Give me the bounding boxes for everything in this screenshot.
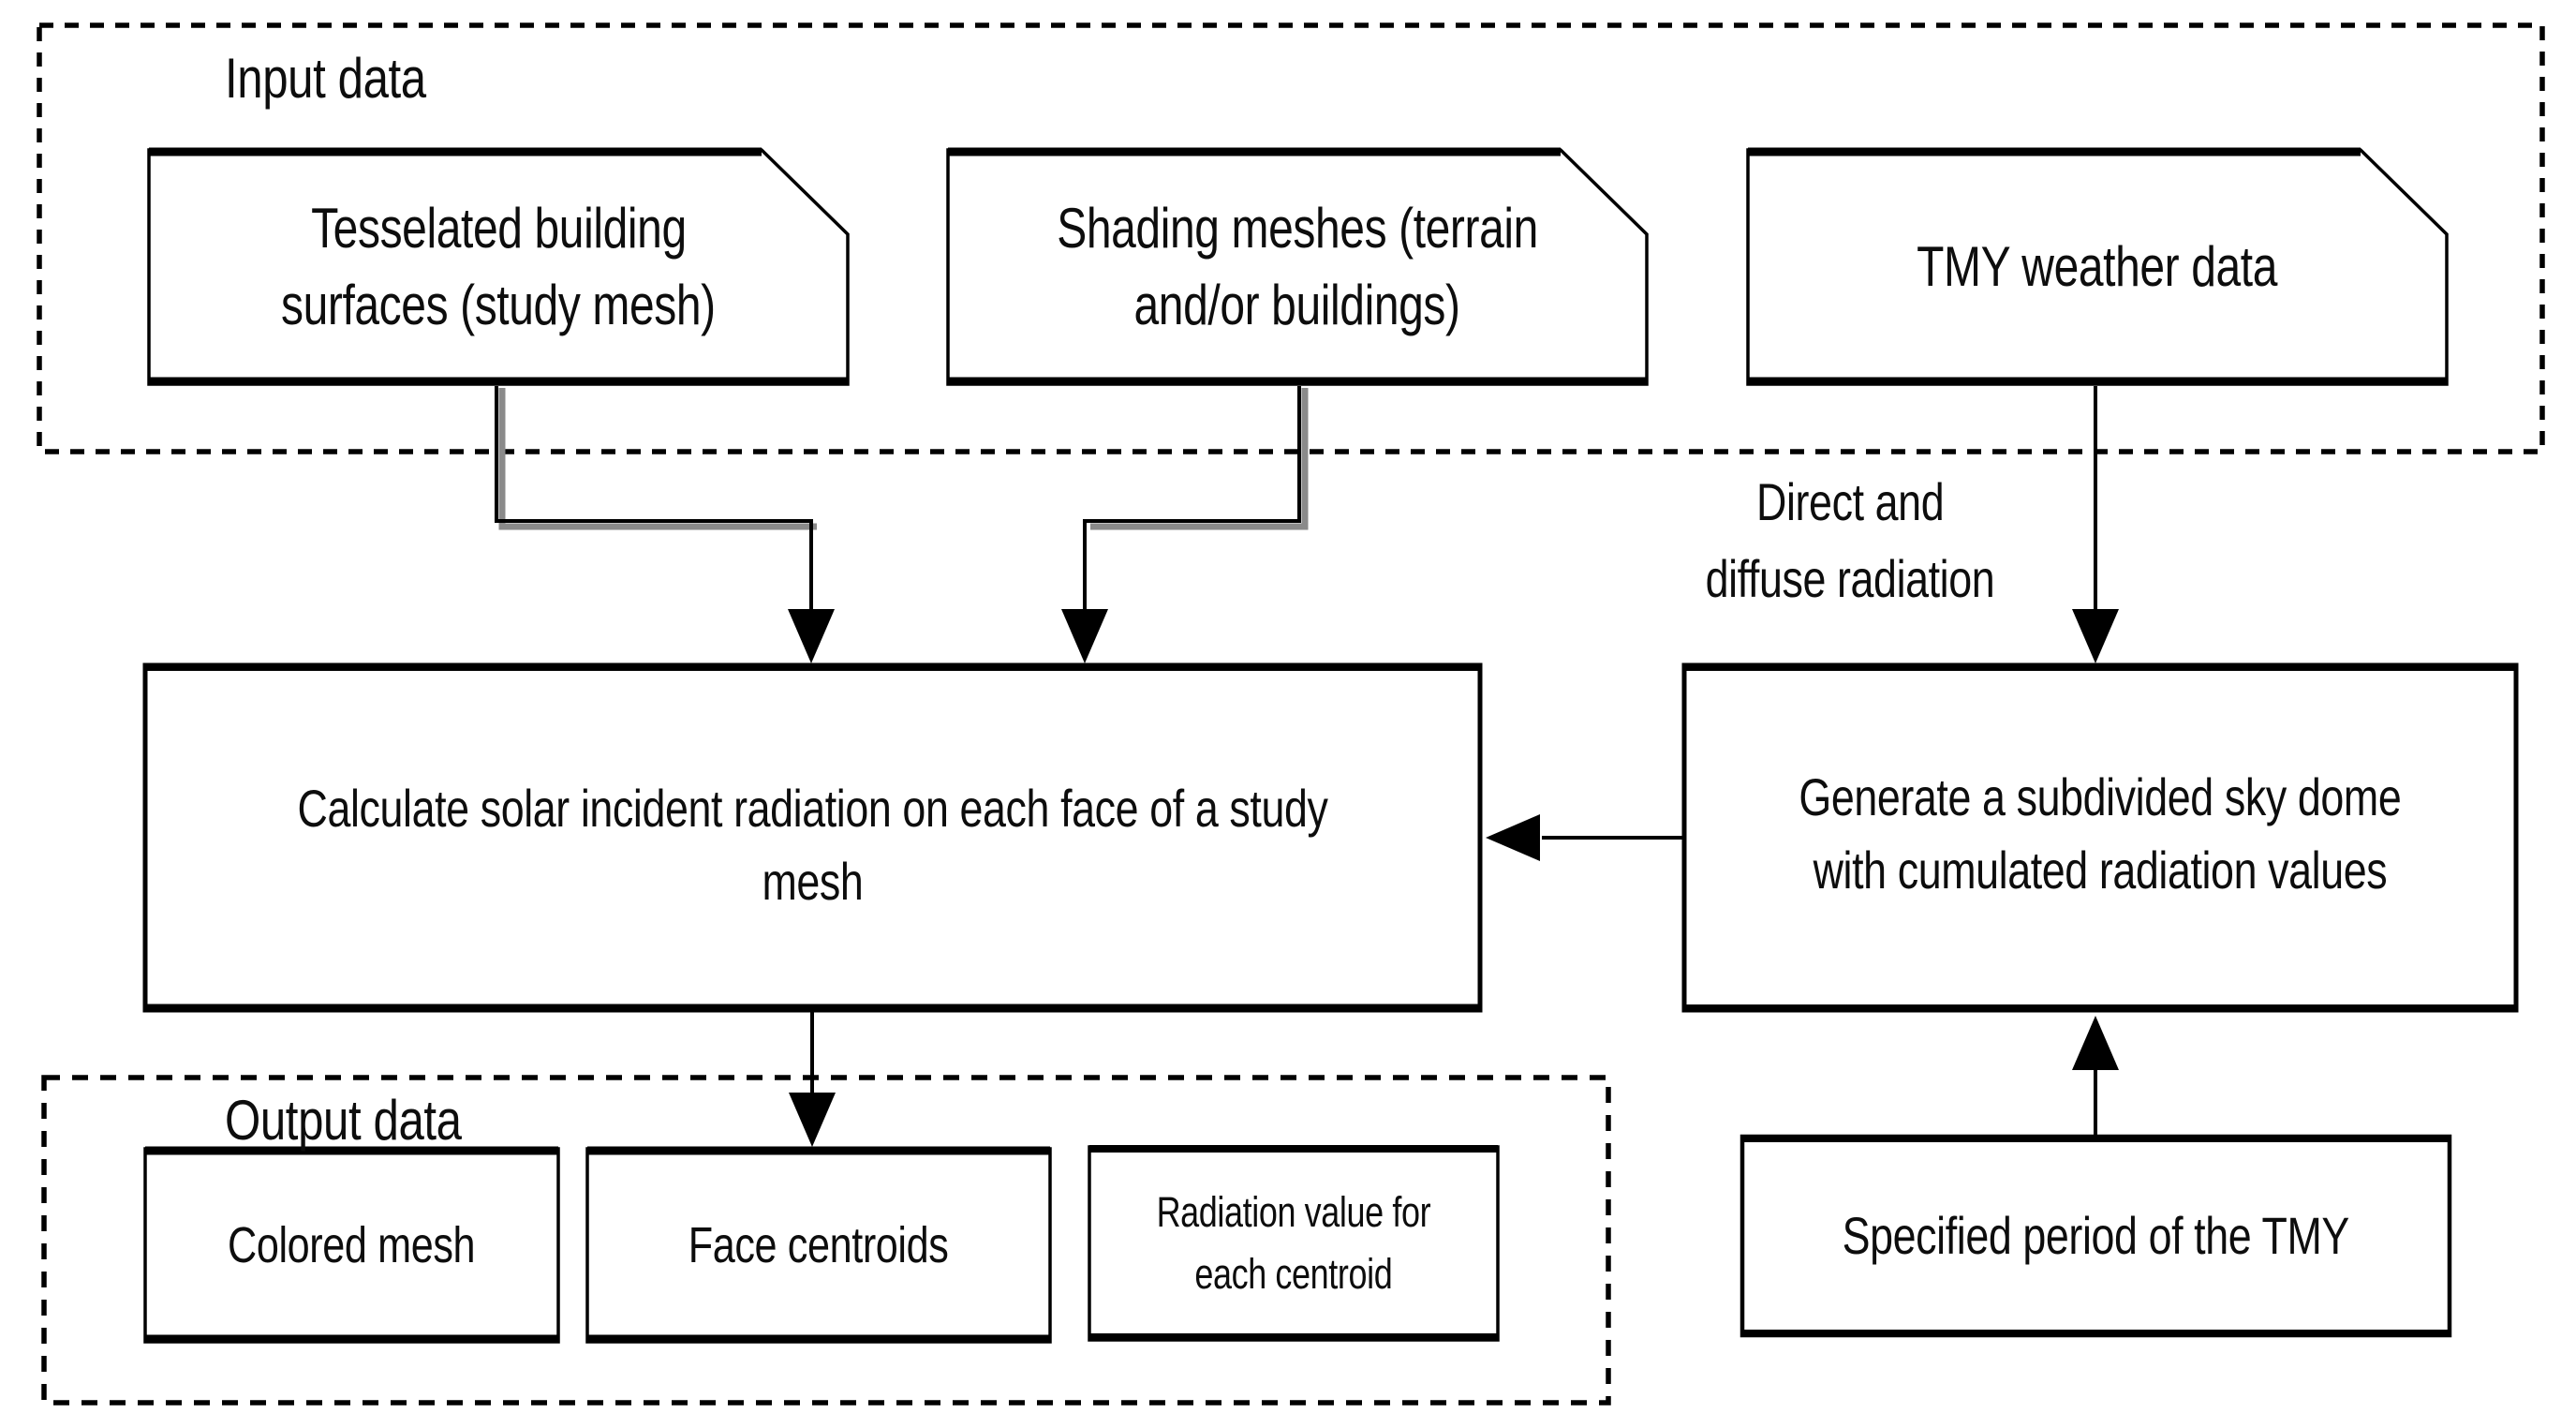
node-skydome-label: Generate a subdivided sky dome with cumulated radiation values (1799, 767, 2402, 900)
output-region-label (225, 1091, 513, 1151)
node-radiation-value-label: Radiation value for each centroid (1156, 1188, 1431, 1298)
node-tmy-label: TMY weather data (1917, 235, 2278, 298)
node-tesselated-label: Tesselated building surfaces (study mesh) (281, 197, 716, 336)
connector-shadow-shading (1090, 388, 1305, 527)
arrow-period-to-skydome (2072, 1016, 2119, 1137)
arrow-tmy-to-skydome (2072, 386, 2119, 663)
input-region-label-text: Input data (225, 47, 426, 110)
node-shading-label: Shading meshes (terrain and/or buildings) (1057, 197, 1538, 336)
arrow-skydome-to-calculate (1486, 814, 1684, 861)
output-region-label-text: Output data (225, 1089, 462, 1152)
node-period-label: Specified period of the TMY (1842, 1206, 2350, 1265)
node-face-centroids-label: Face centroids (688, 1217, 949, 1273)
node-calculate-label: Calculate solar incident radiation on each face of a study mesh (297, 779, 1328, 911)
node-colored-mesh-label: Colored mesh (228, 1217, 476, 1273)
input-region-label (225, 49, 470, 109)
edge-label-direct-diffuse: Direct and diffuse radiation (1705, 472, 1995, 608)
connector-shadow-tesselated (502, 388, 817, 527)
arrow-calculate-to-face-centroids (789, 1012, 836, 1147)
